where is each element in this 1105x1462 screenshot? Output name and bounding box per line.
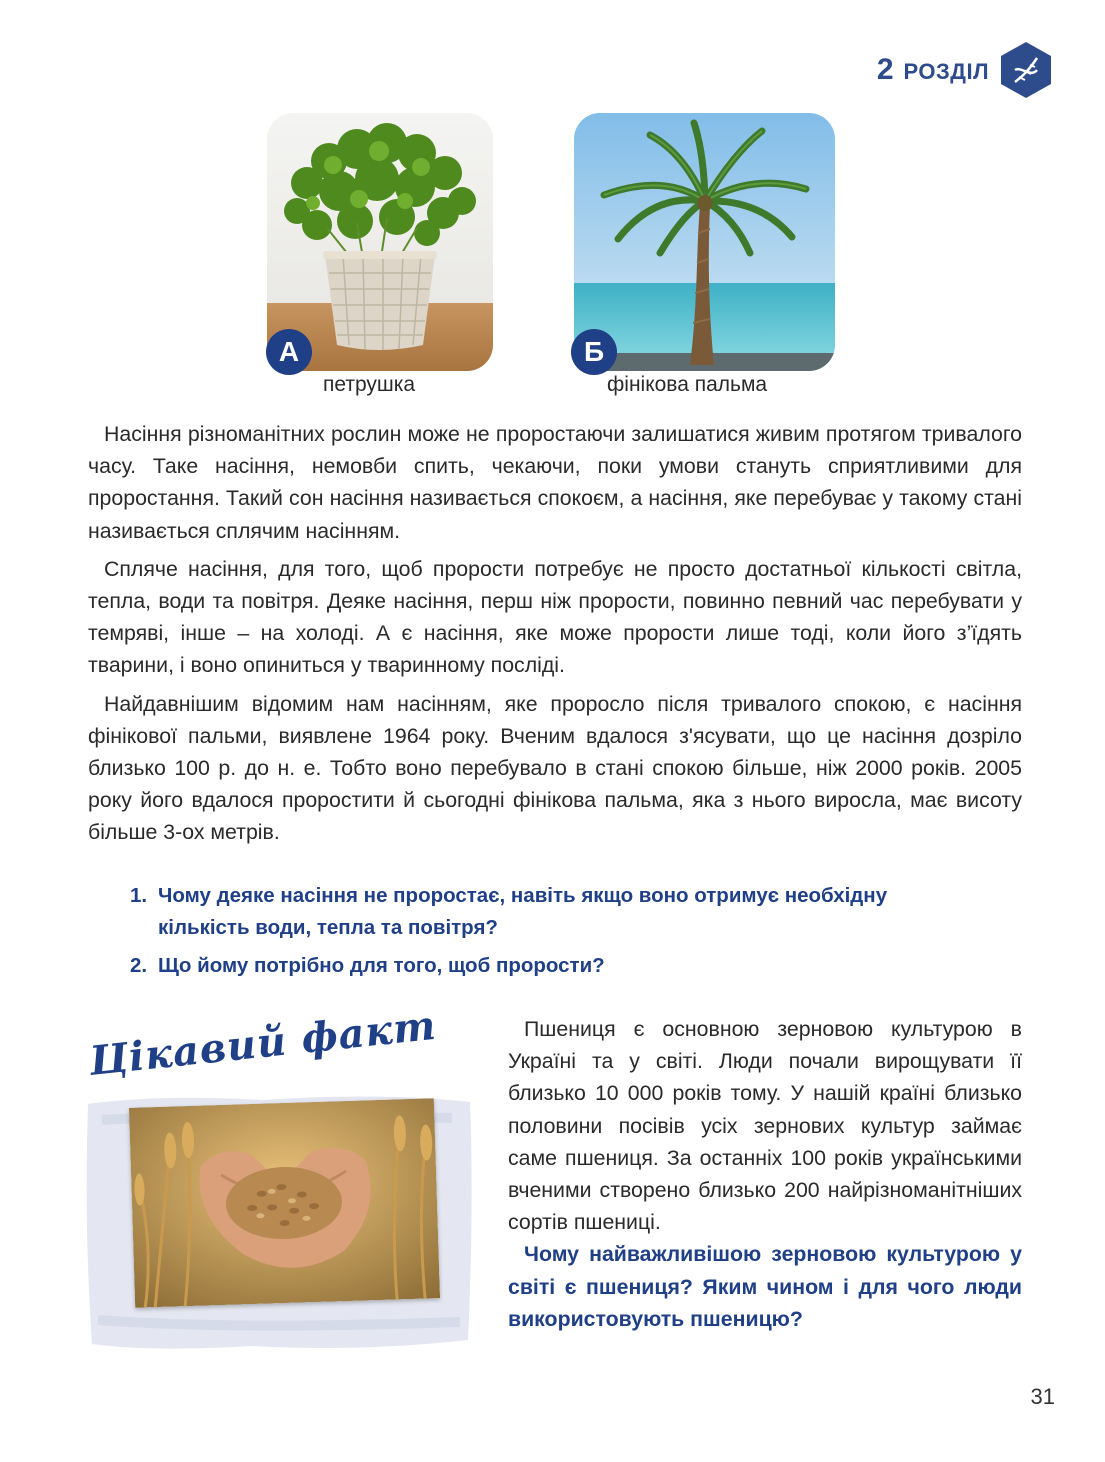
wheat-hands-photo [129,1098,440,1307]
question-text: Що йому потрібно для того, щоб прорости? [158,954,605,977]
date-palm-photo [574,113,835,371]
fact-title: Цікавий факт [87,1001,439,1085]
figure-a-caption: петрушка [323,373,416,396]
paragraph-2: Спляче насіння, для того, щоб прорости потребує не просто достатньої кількості світла, тепла, води та повітря. Деяке насіння, перш ніж прорости, повинно певний час перебувати у темряві, інше – на холоді. А є насіння, яке може прорости лише тоді, коли його з’їдять тварини, і воно опиниться у тваринному посліді. [88,556,1022,678]
chapter-word: РОЗДІЛ [903,59,989,84]
figure-b-caption: фінікова пальма [607,373,768,396]
question-number: 1. [130,884,148,907]
fact-question: Чому найважливішою зерновою культурою у світі є пшениця? Яким чином і для чого люди використовують пшеницю? [508,1242,1022,1331]
figure-a-badge: А [266,329,312,375]
fact-text-block [508,1013,1022,1335]
fact-text: Пшениця є основною зерновою культурою в Україні та у світі. Люди почали вирощувати її близько 10 000 років тому. У нашій країні близько половини посівів усіх зернових культур займає саме пшениця. За останніх 100 років українськими вченими створено близько 200 найрізноманітніших сортів пшениці. [508,1017,1022,1235]
question-text: Чому деяке насіння не проростає, навіть якщо воно отримує необхідну кількість води, тепла та повітря? [158,884,888,939]
question-item [130,880,930,944]
chapter-header [877,40,1053,100]
paragraph-1: Насіння різноманітних рослин може не проростаючи залишатися живим протягом тривалого часу. Таке насіння, немовби спить, чекаючи, поки умови стануть сприятливими для проростання. Такий сон насіння називається спокоєм, а насіння, яке перебуває у такому стані називається сплячим насінням. [88,422,1022,543]
page-number: 31 [1030,1384,1055,1409]
questions-list [130,880,930,988]
main-text [88,418,1022,855]
figure-b-badge: Б [571,329,617,375]
question-number: 2. [130,954,148,977]
dna-icon [999,40,1053,100]
paragraph-3: Найдавнішим відомим нам насінням, яке проросло після тривалого спокою, є насіння фінікової пальми, виявлене 1964 року. Вченим вдалося з'ясувати, що це насіння дозріло близько 100 р. до н. е. Тобто воно перебувало в стані спокою більше, ніж 2000 років. 2005 року його вдалося проростити й сьогодні фінікова пальма, яка з нього виросла, має висоту більше 3-ох метрів. [88,691,1022,845]
chapter-number: 2 [876,53,894,86]
question-item [130,950,930,982]
